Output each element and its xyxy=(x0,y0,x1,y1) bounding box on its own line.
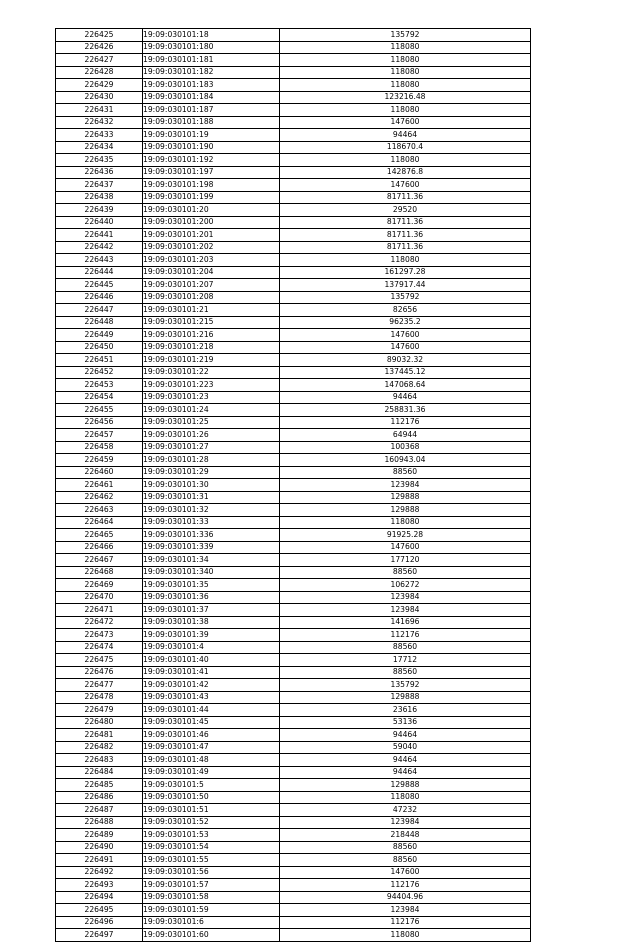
cadastral-number-cell: 19:09:030101:31 xyxy=(143,491,280,504)
value-cell: 118080 xyxy=(280,254,531,267)
row-id-cell: 226440 xyxy=(56,216,143,229)
table-row xyxy=(56,716,531,729)
row-id-cell: 226477 xyxy=(56,679,143,692)
cadastral-number-cell: 19:09:030101:45 xyxy=(143,716,280,729)
cadastral-number-cell: 19:09:030101:216 xyxy=(143,329,280,342)
cadastral-number-cell: 19:09:030101:59 xyxy=(143,904,280,917)
row-id-cell: 226453 xyxy=(56,379,143,392)
value-cell: 82656 xyxy=(280,304,531,317)
value-cell: 118080 xyxy=(280,791,531,804)
row-id-cell: 226475 xyxy=(56,654,143,667)
value-cell: 106272 xyxy=(280,579,531,592)
row-id-cell: 226478 xyxy=(56,691,143,704)
value-cell: 118080 xyxy=(280,54,531,67)
table-row xyxy=(56,666,531,679)
table-row xyxy=(56,529,531,542)
cadastral-number-cell: 19:09:030101:30 xyxy=(143,479,280,492)
value-cell: 123984 xyxy=(280,479,531,492)
table-row xyxy=(56,166,531,179)
cadastral-number-cell: 19:09:030101:339 xyxy=(143,541,280,554)
value-cell: 88560 xyxy=(280,854,531,867)
cadastral-number-cell: 19:09:030101:20 xyxy=(143,204,280,217)
table-row xyxy=(56,416,531,429)
cadastral-number-cell: 19:09:030101:192 xyxy=(143,154,280,167)
value-cell: 118080 xyxy=(280,41,531,54)
table-row xyxy=(56,404,531,417)
table-row xyxy=(56,641,531,654)
cadastral-number-cell: 19:09:030101:219 xyxy=(143,354,280,367)
row-id-cell: 226459 xyxy=(56,454,143,467)
value-cell: 147600 xyxy=(280,329,531,342)
cadastral-number-cell: 19:09:030101:38 xyxy=(143,616,280,629)
cadastral-number-cell: 19:09:030101:184 xyxy=(143,91,280,104)
cadastral-number-cell: 19:09:030101:44 xyxy=(143,704,280,717)
table-row xyxy=(56,879,531,892)
table-row xyxy=(56,904,531,917)
value-cell: 53136 xyxy=(280,716,531,729)
row-id-cell: 226457 xyxy=(56,429,143,442)
cadastral-number-cell: 19:09:030101:187 xyxy=(143,104,280,117)
value-cell: 96235.2 xyxy=(280,316,531,329)
row-id-cell: 226468 xyxy=(56,566,143,579)
value-cell: 142876.8 xyxy=(280,166,531,179)
table-row xyxy=(56,216,531,229)
row-id-cell: 226431 xyxy=(56,104,143,117)
table-row xyxy=(56,654,531,667)
cadastral-number-cell: 19:09:030101:48 xyxy=(143,754,280,767)
cadastral-number-cell: 19:09:030101:188 xyxy=(143,116,280,129)
cadastral-number-cell: 19:09:030101:199 xyxy=(143,191,280,204)
table-row xyxy=(56,454,531,467)
table-row xyxy=(56,29,531,42)
row-id-cell: 226441 xyxy=(56,229,143,242)
row-id-cell: 226485 xyxy=(56,779,143,792)
value-cell: 112176 xyxy=(280,879,531,892)
cadastral-number-cell: 19:09:030101:28 xyxy=(143,454,280,467)
table-row xyxy=(56,179,531,192)
value-cell: 177120 xyxy=(280,554,531,567)
row-id-cell: 226447 xyxy=(56,304,143,317)
table-row xyxy=(56,266,531,279)
cadastral-number-cell: 19:09:030101:35 xyxy=(143,579,280,592)
row-id-cell: 226464 xyxy=(56,516,143,529)
row-id-cell: 226460 xyxy=(56,466,143,479)
row-id-cell: 226470 xyxy=(56,591,143,604)
value-cell: 118080 xyxy=(280,929,531,942)
row-id-cell: 226456 xyxy=(56,416,143,429)
row-id-cell: 226473 xyxy=(56,629,143,642)
cadastral-number-cell: 19:09:030101:57 xyxy=(143,879,280,892)
table-row xyxy=(56,891,531,904)
row-id-cell: 226487 xyxy=(56,804,143,817)
row-id-cell: 226438 xyxy=(56,191,143,204)
table-row xyxy=(56,604,531,617)
cadastral-number-cell: 19:09:030101:43 xyxy=(143,691,280,704)
row-id-cell: 226483 xyxy=(56,754,143,767)
table-row xyxy=(56,191,531,204)
row-id-cell: 226444 xyxy=(56,266,143,279)
value-cell: 118670.4 xyxy=(280,141,531,154)
cadastral-number-cell: 19:09:030101:203 xyxy=(143,254,280,267)
cadastral-number-cell: 19:09:030101:204 xyxy=(143,266,280,279)
table-row xyxy=(56,591,531,604)
cadastral-number-cell: 19:09:030101:34 xyxy=(143,554,280,567)
value-cell: 47232 xyxy=(280,804,531,817)
table-row xyxy=(56,204,531,217)
value-cell: 29520 xyxy=(280,204,531,217)
value-cell: 135792 xyxy=(280,291,531,304)
cadastral-number-cell: 19:09:030101:56 xyxy=(143,866,280,879)
table-row xyxy=(56,79,531,92)
cadastral-number-cell: 19:09:030101:190 xyxy=(143,141,280,154)
row-id-cell: 226472 xyxy=(56,616,143,629)
cadastral-number-cell: 19:09:030101:22 xyxy=(143,366,280,379)
cadastral-number-cell: 19:09:030101:180 xyxy=(143,41,280,54)
row-id-cell: 226450 xyxy=(56,341,143,354)
value-cell: 147600 xyxy=(280,179,531,192)
value-cell: 123984 xyxy=(280,904,531,917)
cadastral-number-cell: 19:09:030101:6 xyxy=(143,916,280,929)
value-cell: 161297.28 xyxy=(280,266,531,279)
table-row xyxy=(56,579,531,592)
cadastral-number-cell: 19:09:030101:42 xyxy=(143,679,280,692)
cadastral-number-cell: 19:09:030101:4 xyxy=(143,641,280,654)
row-id-cell: 226484 xyxy=(56,766,143,779)
table-row xyxy=(56,429,531,442)
row-id-cell: 226489 xyxy=(56,829,143,842)
data-table xyxy=(55,28,531,942)
cadastral-number-cell: 19:09:030101:26 xyxy=(143,429,280,442)
row-id-cell: 226437 xyxy=(56,179,143,192)
value-cell: 147600 xyxy=(280,116,531,129)
table-row xyxy=(56,804,531,817)
row-id-cell: 226449 xyxy=(56,329,143,342)
value-cell: 94464 xyxy=(280,129,531,142)
table-row xyxy=(56,791,531,804)
table-row xyxy=(56,366,531,379)
value-cell: 91925.28 xyxy=(280,529,531,542)
table-row xyxy=(56,354,531,367)
cadastral-number-cell: 19:09:030101:181 xyxy=(143,54,280,67)
cadastral-number-cell: 19:09:030101:55 xyxy=(143,854,280,867)
value-cell: 112176 xyxy=(280,629,531,642)
table-row xyxy=(56,154,531,167)
cadastral-number-cell: 19:09:030101:197 xyxy=(143,166,280,179)
cadastral-number-cell: 19:09:030101:54 xyxy=(143,841,280,854)
value-cell: 59040 xyxy=(280,741,531,754)
table-row xyxy=(56,741,531,754)
cadastral-number-cell: 19:09:030101:32 xyxy=(143,504,280,517)
value-cell: 218448 xyxy=(280,829,531,842)
table-row xyxy=(56,516,531,529)
table-row xyxy=(56,616,531,629)
value-cell: 118080 xyxy=(280,66,531,79)
row-id-cell: 226452 xyxy=(56,366,143,379)
row-id-cell: 226443 xyxy=(56,254,143,267)
value-cell: 147600 xyxy=(280,866,531,879)
table-row xyxy=(56,241,531,254)
value-cell: 129888 xyxy=(280,491,531,504)
value-cell: 123984 xyxy=(280,604,531,617)
value-cell: 23616 xyxy=(280,704,531,717)
cadastral-number-cell: 19:09:030101:52 xyxy=(143,816,280,829)
cadastral-number-cell: 19:09:030101:50 xyxy=(143,791,280,804)
table-row xyxy=(56,41,531,54)
row-id-cell: 226465 xyxy=(56,529,143,542)
row-id-cell: 226476 xyxy=(56,666,143,679)
row-id-cell: 226494 xyxy=(56,891,143,904)
table-row xyxy=(56,816,531,829)
table-row xyxy=(56,866,531,879)
row-id-cell: 226432 xyxy=(56,116,143,129)
table-row xyxy=(56,54,531,67)
table-row xyxy=(56,729,531,742)
cadastral-number-cell: 19:09:030101:336 xyxy=(143,529,280,542)
row-id-cell: 226435 xyxy=(56,154,143,167)
row-id-cell: 226471 xyxy=(56,604,143,617)
row-id-cell: 226497 xyxy=(56,929,143,942)
value-cell: 88560 xyxy=(280,566,531,579)
cadastral-number-cell: 19:09:030101:340 xyxy=(143,566,280,579)
cadastral-number-cell: 19:09:030101:40 xyxy=(143,654,280,667)
row-id-cell: 226493 xyxy=(56,879,143,892)
row-id-cell: 226474 xyxy=(56,641,143,654)
row-id-cell: 226434 xyxy=(56,141,143,154)
row-id-cell: 226490 xyxy=(56,841,143,854)
table-row xyxy=(56,291,531,304)
cadastral-number-cell: 19:09:030101:207 xyxy=(143,279,280,292)
cadastral-number-cell: 19:09:030101:182 xyxy=(143,66,280,79)
value-cell: 81711.36 xyxy=(280,216,531,229)
row-id-cell: 226446 xyxy=(56,291,143,304)
table-row xyxy=(56,379,531,392)
row-id-cell: 226427 xyxy=(56,54,143,67)
table-row xyxy=(56,116,531,129)
value-cell: 129888 xyxy=(280,691,531,704)
value-cell: 137445.12 xyxy=(280,366,531,379)
row-id-cell: 226436 xyxy=(56,166,143,179)
value-cell: 81711.36 xyxy=(280,241,531,254)
cadastral-number-cell: 19:09:030101:58 xyxy=(143,891,280,904)
table-row xyxy=(56,479,531,492)
row-id-cell: 226461 xyxy=(56,479,143,492)
row-id-cell: 226488 xyxy=(56,816,143,829)
value-cell: 135792 xyxy=(280,29,531,42)
cadastral-number-cell: 19:09:030101:200 xyxy=(143,216,280,229)
row-id-cell: 226442 xyxy=(56,241,143,254)
value-cell: 88560 xyxy=(280,641,531,654)
cadastral-number-cell: 19:09:030101:27 xyxy=(143,441,280,454)
row-id-cell: 226429 xyxy=(56,79,143,92)
value-cell: 147600 xyxy=(280,541,531,554)
table-row xyxy=(56,491,531,504)
cadastral-number-cell: 19:09:030101:202 xyxy=(143,241,280,254)
table-row xyxy=(56,329,531,342)
table-row xyxy=(56,766,531,779)
table-row xyxy=(56,679,531,692)
value-cell: 112176 xyxy=(280,416,531,429)
value-cell: 129888 xyxy=(280,504,531,517)
cadastral-number-cell: 19:09:030101:60 xyxy=(143,929,280,942)
row-id-cell: 226480 xyxy=(56,716,143,729)
table-row xyxy=(56,704,531,717)
cadastral-number-cell: 19:09:030101:33 xyxy=(143,516,280,529)
table-row xyxy=(56,66,531,79)
cadastral-number-cell: 19:09:030101:25 xyxy=(143,416,280,429)
value-cell: 129888 xyxy=(280,779,531,792)
row-id-cell: 226486 xyxy=(56,791,143,804)
table-row xyxy=(56,304,531,317)
row-id-cell: 226467 xyxy=(56,554,143,567)
table-row xyxy=(56,854,531,867)
row-id-cell: 226469 xyxy=(56,579,143,592)
value-cell: 64944 xyxy=(280,429,531,442)
table-row xyxy=(56,916,531,929)
table-row xyxy=(56,541,531,554)
row-id-cell: 226462 xyxy=(56,491,143,504)
table-body xyxy=(56,29,531,942)
row-id-cell: 226482 xyxy=(56,741,143,754)
cadastral-number-cell: 19:09:030101:23 xyxy=(143,391,280,404)
cadastral-number-cell: 19:09:030101:198 xyxy=(143,179,280,192)
row-id-cell: 226481 xyxy=(56,729,143,742)
cadastral-number-cell: 19:09:030101:41 xyxy=(143,666,280,679)
value-cell: 94464 xyxy=(280,754,531,767)
row-id-cell: 226492 xyxy=(56,866,143,879)
cadastral-number-cell: 19:09:030101:49 xyxy=(143,766,280,779)
cadastral-number-cell: 19:09:030101:46 xyxy=(143,729,280,742)
value-cell: 100368 xyxy=(280,441,531,454)
value-cell: 160943.04 xyxy=(280,454,531,467)
value-cell: 123984 xyxy=(280,816,531,829)
row-id-cell: 226445 xyxy=(56,279,143,292)
value-cell: 118080 xyxy=(280,79,531,92)
cadastral-number-cell: 19:09:030101:24 xyxy=(143,404,280,417)
table-row xyxy=(56,254,531,267)
table-row xyxy=(56,691,531,704)
cadastral-number-cell: 19:09:030101:201 xyxy=(143,229,280,242)
cadastral-number-cell: 19:09:030101:21 xyxy=(143,304,280,317)
cadastral-number-cell: 19:09:030101:53 xyxy=(143,829,280,842)
table-row xyxy=(56,141,531,154)
table-row xyxy=(56,104,531,117)
row-id-cell: 226491 xyxy=(56,854,143,867)
value-cell: 81711.36 xyxy=(280,229,531,242)
row-id-cell: 226458 xyxy=(56,441,143,454)
table-row xyxy=(56,441,531,454)
cadastral-number-cell: 19:09:030101:37 xyxy=(143,604,280,617)
value-cell: 17712 xyxy=(280,654,531,667)
table-row xyxy=(56,279,531,292)
row-id-cell: 226495 xyxy=(56,904,143,917)
row-id-cell: 226448 xyxy=(56,316,143,329)
row-id-cell: 226466 xyxy=(56,541,143,554)
row-id-cell: 226451 xyxy=(56,354,143,367)
value-cell: 94404.96 xyxy=(280,891,531,904)
row-id-cell: 226454 xyxy=(56,391,143,404)
table-row xyxy=(56,504,531,517)
row-id-cell: 226479 xyxy=(56,704,143,717)
cadastral-number-cell: 19:09:030101:215 xyxy=(143,316,280,329)
value-cell: 141696 xyxy=(280,616,531,629)
row-id-cell: 226425 xyxy=(56,29,143,42)
table-row xyxy=(56,829,531,842)
value-cell: 118080 xyxy=(280,516,531,529)
row-id-cell: 226455 xyxy=(56,404,143,417)
cadastral-number-cell: 19:09:030101:47 xyxy=(143,741,280,754)
row-id-cell: 226463 xyxy=(56,504,143,517)
table-row xyxy=(56,779,531,792)
table-row xyxy=(56,754,531,767)
table-row xyxy=(56,929,531,942)
value-cell: 123216.48 xyxy=(280,91,531,104)
cadastral-number-cell: 19:09:030101:19 xyxy=(143,129,280,142)
value-cell: 94464 xyxy=(280,766,531,779)
row-id-cell: 226439 xyxy=(56,204,143,217)
value-cell: 135792 xyxy=(280,679,531,692)
table-row xyxy=(56,229,531,242)
cadastral-number-cell: 19:09:030101:5 xyxy=(143,779,280,792)
cadastral-number-cell: 19:09:030101:183 xyxy=(143,79,280,92)
value-cell: 88560 xyxy=(280,841,531,854)
cadastral-number-cell: 19:09:030101:18 xyxy=(143,29,280,42)
table-row xyxy=(56,391,531,404)
cadastral-number-cell: 19:09:030101:218 xyxy=(143,341,280,354)
value-cell: 147068.64 xyxy=(280,379,531,392)
table-row xyxy=(56,91,531,104)
value-cell: 88560 xyxy=(280,666,531,679)
table-row xyxy=(56,841,531,854)
table-row xyxy=(56,129,531,142)
value-cell: 81711.36 xyxy=(280,191,531,204)
value-cell: 118080 xyxy=(280,154,531,167)
row-id-cell: 226428 xyxy=(56,66,143,79)
value-cell: 89032.32 xyxy=(280,354,531,367)
value-cell: 147600 xyxy=(280,341,531,354)
cadastral-number-cell: 19:09:030101:223 xyxy=(143,379,280,392)
value-cell: 94464 xyxy=(280,391,531,404)
value-cell: 258831.36 xyxy=(280,404,531,417)
value-cell: 123984 xyxy=(280,591,531,604)
table-row xyxy=(56,629,531,642)
table-row xyxy=(56,316,531,329)
value-cell: 112176 xyxy=(280,916,531,929)
value-cell: 137917.44 xyxy=(280,279,531,292)
row-id-cell: 226426 xyxy=(56,41,143,54)
cadastral-number-cell: 19:09:030101:51 xyxy=(143,804,280,817)
table-row xyxy=(56,554,531,567)
table-row xyxy=(56,466,531,479)
value-cell: 88560 xyxy=(280,466,531,479)
row-id-cell: 226496 xyxy=(56,916,143,929)
value-cell: 118080 xyxy=(280,104,531,117)
row-id-cell: 226433 xyxy=(56,129,143,142)
cadastral-number-cell: 19:09:030101:39 xyxy=(143,629,280,642)
cadastral-number-cell: 19:09:030101:208 xyxy=(143,291,280,304)
table-row xyxy=(56,341,531,354)
row-id-cell: 226430 xyxy=(56,91,143,104)
cadastral-number-cell: 19:09:030101:36 xyxy=(143,591,280,604)
table-row xyxy=(56,566,531,579)
cadastral-number-cell: 19:09:030101:29 xyxy=(143,466,280,479)
value-cell: 94464 xyxy=(280,729,531,742)
